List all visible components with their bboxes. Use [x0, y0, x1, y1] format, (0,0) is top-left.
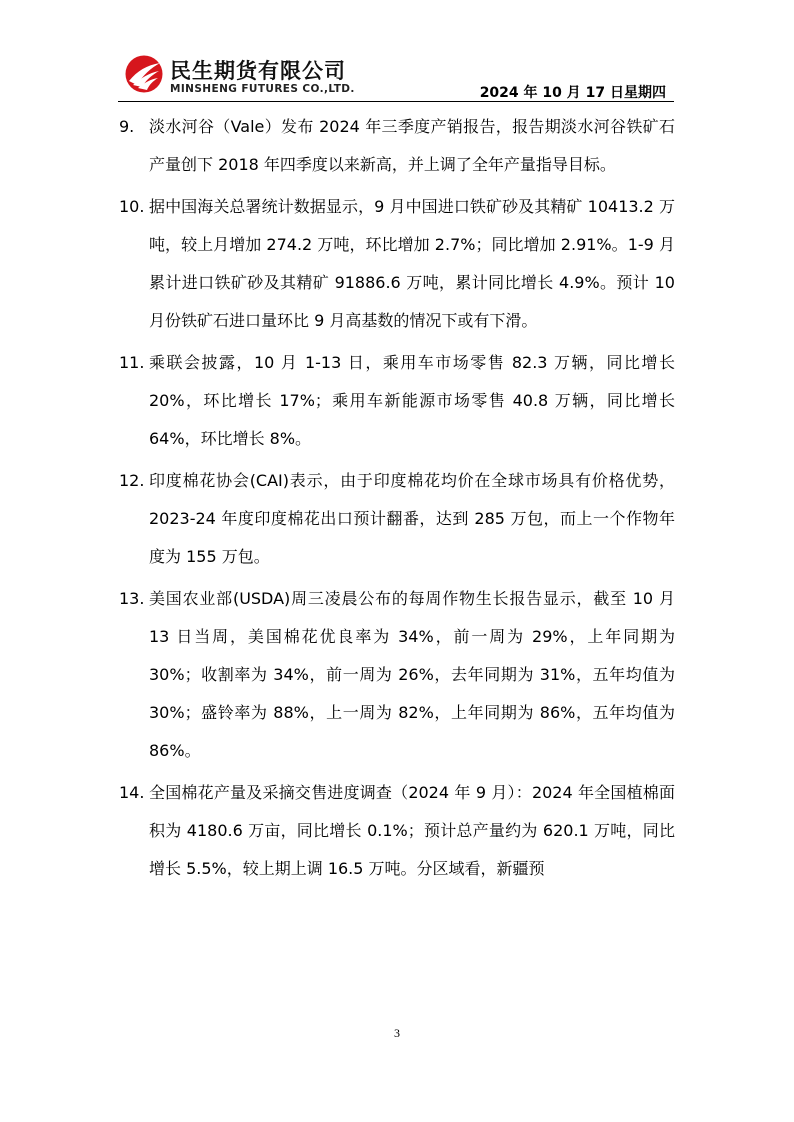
list-item: [119, 108, 675, 184]
item-number: 10.: [119, 197, 145, 216]
minsheng-logo-icon: [124, 54, 164, 94]
header-divider: [118, 101, 674, 102]
item-text: 乘联会披露，10 月 1-13 日，乘用车市场零售 82.3 万辆，同比增长 20%，环比增长 17%；乘用车新能源市场零售 40.8 万辆，同比增长 64%，环比增长 8%。: [149, 353, 675, 448]
page-header: [118, 52, 674, 102]
item-number: 11.: [119, 353, 145, 372]
item-text: 美国农业部(USDA)周三凌晨公布的每周作物生长报告显示，截至 10 月 13 日当周，美国棉花优良率为 34%，前一周为 29%，上年同期为 30%；收割率为 34%，前一周为 26%，去年同期为 31%，五年均值为 30%；盛铃率为 88%，上一周为 82%，上年同期为 86%，五年均值为 86%。: [149, 589, 675, 760]
page-number: 3: [394, 1026, 400, 1040]
item-number: 9.: [119, 117, 135, 136]
list-item: [119, 462, 675, 576]
item-text: 全国棉花产量及采摘交售进度调查（2024 年 9 月）：2024 年全国植棉面积为 4180.6 万亩，同比增长 0.1%；预计总产量约为 620.1 万吨，同比增长 5.5%，较上期上调 16.5 万吨。分区域看，新疆预: [149, 783, 675, 878]
brand-name-cn: 民生期货有限公司: [170, 59, 346, 83]
item-number: 12.: [119, 471, 145, 490]
item-text: 据中国海关总署统计数据显示，9 月中国进口铁矿砂及其精矿 10413.2 万吨，较上月增加 274.2 万吨，环比增加 2.7%；同比增加 2.91%。1-9 月累计进口铁矿砂及其精矿 91886.6 万吨，累计同比增长 4.9%。预计 10 月份铁矿石进口量环比 9 月高基数的情况下或有下滑。: [149, 197, 675, 330]
news-list: [119, 108, 675, 892]
list-item: [119, 344, 675, 458]
item-text: 印度棉花协会(CAI)表示，由于印度棉花均价在全球市场具有价格优势，2023-24 年度印度棉花出口预计翻番，达到 285 万包，而上一个作物年度为 155 万包。: [149, 471, 675, 566]
report-date: 2024 年 10 月 17 日星期四: [479, 85, 666, 101]
brand-name-en: MINSHENG FUTURES CO.,LTD.: [170, 83, 355, 95]
item-number: 13.: [119, 589, 145, 608]
list-item: [119, 188, 675, 340]
list-item: [119, 580, 675, 770]
item-text: 淡水河谷（Vale）发布 2024 年三季度产销报告，报告期淡水河谷铁矿石产量创下 2018 年四季度以来新高，并上调了全年产量指导目标。: [149, 117, 675, 174]
list-item: [119, 774, 675, 888]
item-number: 14.: [119, 783, 145, 802]
